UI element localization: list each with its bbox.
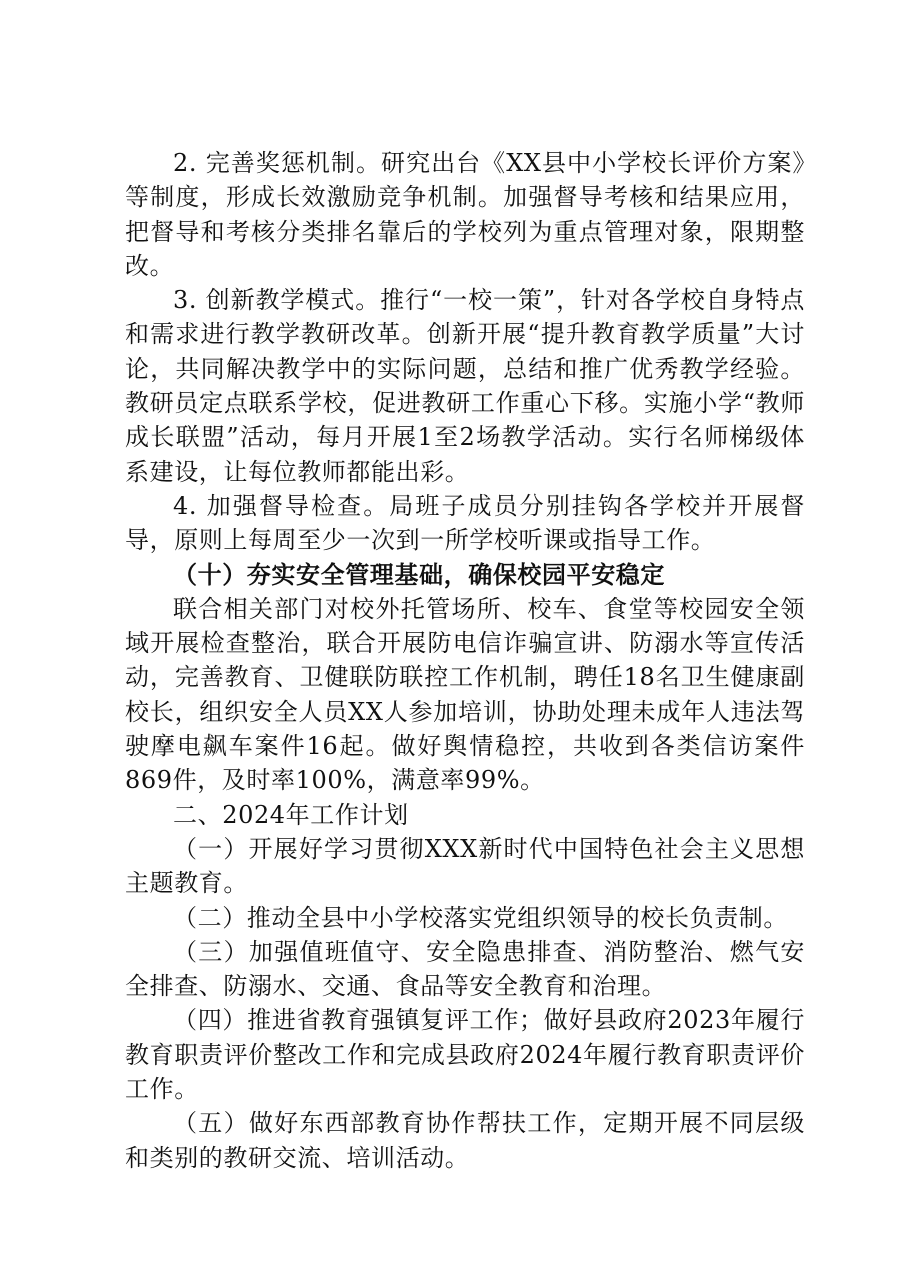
section-heading-safety-management: （十）夯实安全管理基础，确保校园平安稳定: [173, 559, 665, 589]
paragraph-innovate-teaching-mode: 3. 创新教学模式。推行“一校一策”，针对各学校自身特点和需求进行教学教研改革。创新开展“提升教育教学质量”大讨论，共同解决教学中的实际问题，总结和推广优秀教学经验。教研员定点联系学校，促进教研工作重心下移。实施小学“教师成长联盟”活动，每月开展1至2场教学活动。实行名师梯级体系建设，让每位教师都能出彩。: [125, 286, 805, 486]
section-heading-2024-work-plan: 二、2024年工作计划: [173, 800, 409, 829]
paragraph-safety-measures: 联合相关部门对校外托管场所、校车、食堂等校园安全领域开展检查整治，联合开展防电信诈骗宣讲、防溺水等宣传活动，完善教育、卫健联防联控工作机制，聘任18名卫生健康副校长，组织安全人员XX人参加培训，协助处理未成年人违法驾驶摩电飙车案件16起。做好舆情稳控，共收到各类信访案件869件，及时率100%，满意率99%。: [125, 594, 805, 795]
plan-item-3: （三）加强值班值守、安全隐患排查、消防整治、燃气安全排查、防溺水、交通、食品等安全教育和治理。: [125, 937, 805, 1001]
plan-item-4: （四）推进省教育强镇复评工作；做好县政府2023年履行教育职责评价整改工作和完成县政府2024年履行教育职责评价工作。: [125, 1006, 805, 1104]
plan-item-2: （二）推动全县中小学校落实党组织领导的校长负责制。: [173, 903, 788, 932]
plan-item-5: （五）做好东西部教育协作帮扶工作，定期开展不同层级和类别的教研交流、培训活动。: [125, 1109, 805, 1172]
plan-item-1: （一）开展好学习贯彻XXX新时代中国特色社会主义思想主题教育。: [125, 834, 805, 898]
paragraph-improve-reward-mechanism: 2. 完善奖惩机制。研究出台《XX县中小学校长评价方案》等制度，形成长效激励竞争机制。加强督导考核和结果应用，把督导和考核分类排名靠后的学校列为重点管理对象，限期整改。: [125, 149, 805, 280]
document-body: [125, 146, 805, 1175]
paragraph-strengthen-supervision: 4. 加强督导检查。局班子成员分别挂钩各学校并开展督导，原则上每周至少一次到一所学校听课或指导工作。: [125, 491, 805, 555]
